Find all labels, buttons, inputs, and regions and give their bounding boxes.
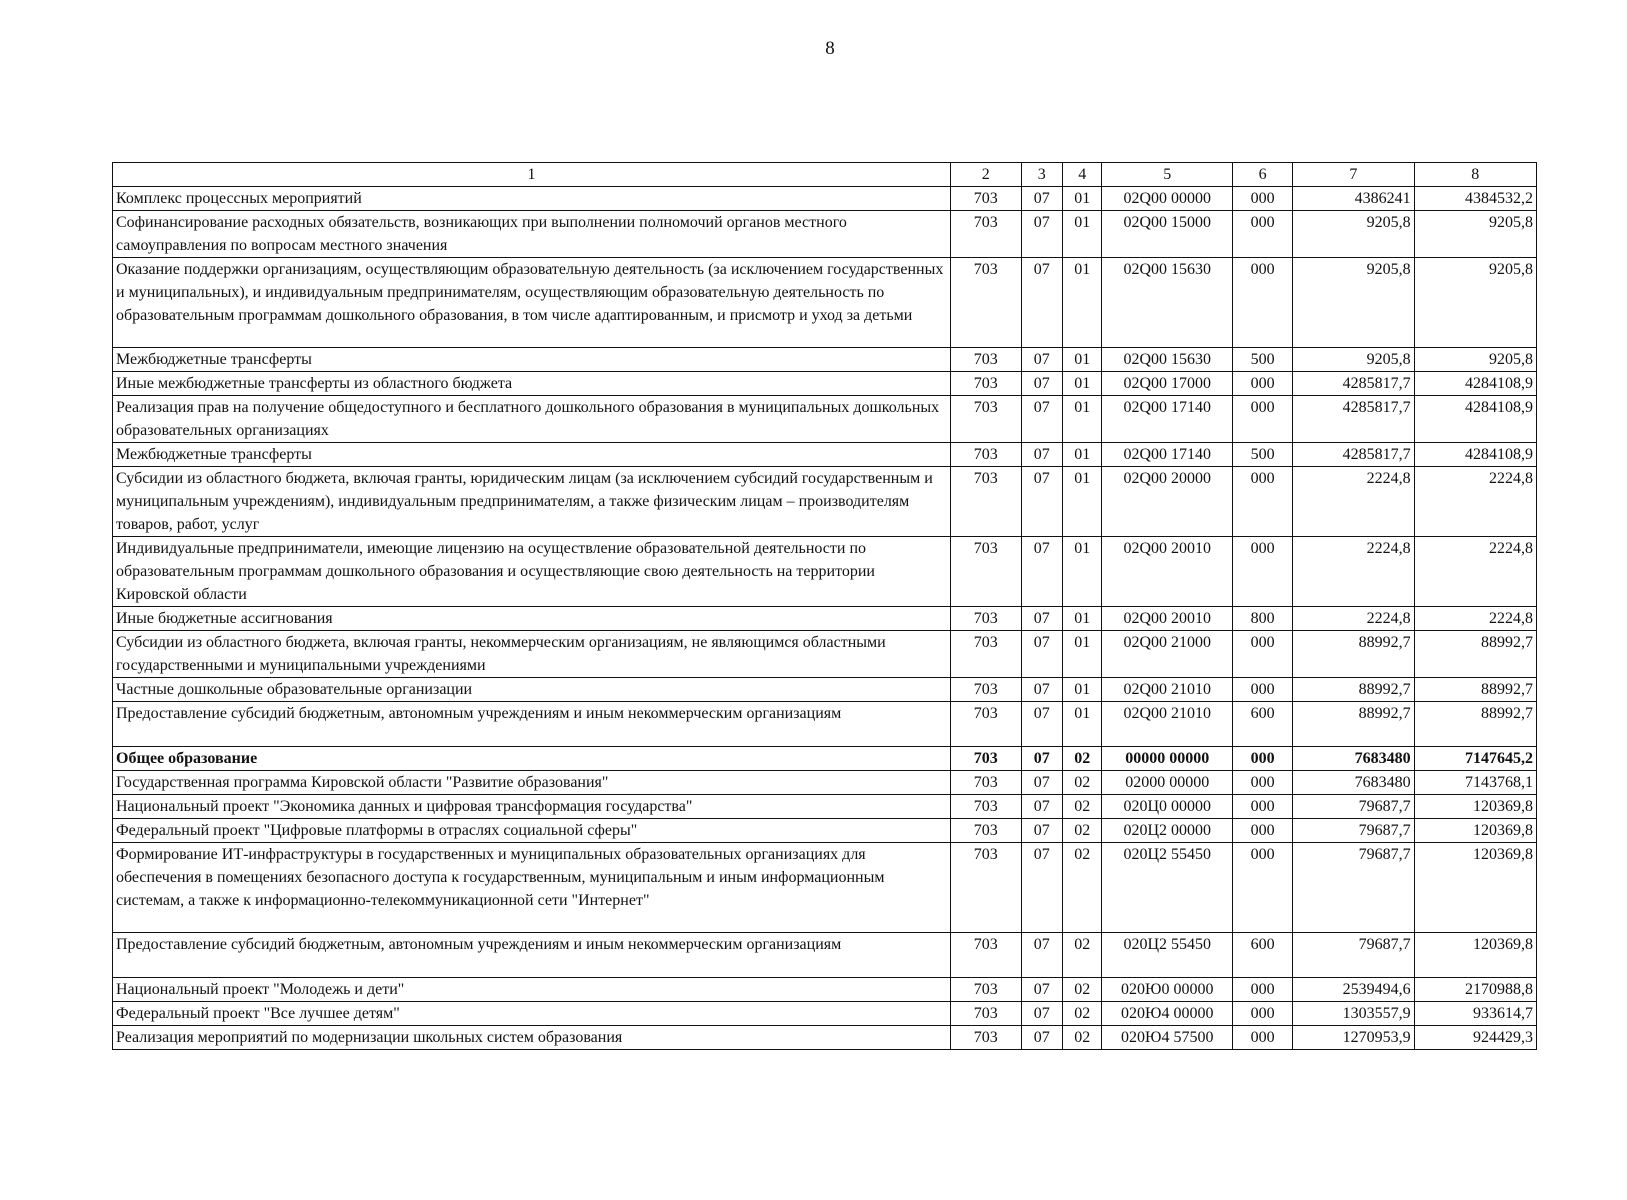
row-code-5: 02Q00 20010: [1102, 537, 1233, 607]
row-code-6: 000: [1233, 819, 1293, 843]
row-value-7: 4285817,7: [1293, 443, 1414, 467]
row-code-6: 000: [1233, 258, 1293, 348]
row-name: Реализация мероприятий по модернизации школьных систем образования: [113, 1026, 951, 1050]
table-row: [113, 933, 1537, 978]
row-value-8: 4284108,9: [1414, 396, 1536, 443]
row-name: Национальный проект "Экономика данных и цифровая трансформация государства": [113, 795, 951, 819]
page-number: 8: [825, 38, 835, 59]
table-row: [113, 396, 1537, 443]
row-code-6: 000: [1233, 372, 1293, 396]
row-code-5: 020Ц2 55450: [1102, 933, 1233, 978]
row-value-7: 4386241: [1293, 187, 1414, 211]
row-code-4: 01: [1063, 702, 1102, 747]
row-code-4: 01: [1063, 631, 1102, 678]
row-code-4: 01: [1063, 607, 1102, 631]
row-code-5: 02Q00 21010: [1102, 702, 1233, 747]
row-code-3: 07: [1021, 795, 1062, 819]
row-code-5: 02Q00 21010: [1102, 678, 1233, 702]
row-code-5: 02Q00 15000: [1102, 211, 1233, 258]
row-code-3: 07: [1021, 258, 1062, 348]
row-code-3: 07: [1021, 771, 1062, 795]
row-code-2: 703: [951, 1026, 1022, 1050]
row-value-7: 79687,7: [1293, 795, 1414, 819]
row-code-3: 07: [1021, 631, 1062, 678]
row-code-2: 703: [951, 771, 1022, 795]
row-value-8: 2224,8: [1414, 467, 1536, 537]
row-value-8: 9205,8: [1414, 258, 1536, 348]
table-row: [113, 348, 1537, 372]
row-code-2: 703: [951, 211, 1022, 258]
table-row: [113, 747, 1537, 771]
row-code-3: 07: [1021, 1002, 1062, 1026]
row-value-7: 88992,7: [1293, 631, 1414, 678]
row-value-8: 9205,8: [1414, 211, 1536, 258]
row-code-5: 020Ю4 00000: [1102, 1002, 1233, 1026]
row-code-3: 07: [1021, 702, 1062, 747]
table-row: [113, 443, 1537, 467]
row-value-8: 9205,8: [1414, 348, 1536, 372]
column-header: 3: [1021, 163, 1062, 187]
row-code-6: 000: [1233, 843, 1293, 933]
row-value-7: 79687,7: [1293, 933, 1414, 978]
row-code-2: 703: [951, 607, 1022, 631]
row-code-5: 02000 00000: [1102, 771, 1233, 795]
row-code-5: 020Ю0 00000: [1102, 978, 1233, 1002]
row-code-6: 000: [1233, 537, 1293, 607]
table-row: [113, 1002, 1537, 1026]
row-value-7: 7683480: [1293, 771, 1414, 795]
row-value-8: 2170988,8: [1414, 978, 1536, 1002]
row-code-4: 01: [1063, 443, 1102, 467]
row-name: Иные межбюджетные трансферты из областного бюджета: [113, 372, 951, 396]
row-code-6: 000: [1233, 795, 1293, 819]
row-name: Софинансирование расходных обязательств, возникающих при выполнении полномочий органов местного самоуправления по вопросам местного значения: [113, 211, 951, 258]
row-code-2: 703: [951, 747, 1022, 771]
table-row: [113, 187, 1537, 211]
row-value-8: 924429,3: [1414, 1026, 1536, 1050]
table-row: [113, 631, 1537, 678]
row-code-2: 703: [951, 631, 1022, 678]
column-header: 6: [1233, 163, 1293, 187]
row-code-6: 500: [1233, 443, 1293, 467]
row-code-2: 703: [951, 978, 1022, 1002]
row-code-3: 07: [1021, 843, 1062, 933]
row-name: Реализация прав на получение общедоступного и бесплатного дошкольного образования в муниципальных дошкольных образовательных организациях: [113, 396, 951, 443]
row-name: Предоставление субсидий бюджетным, автономным учреждениям и иным некоммерческим организациям: [113, 702, 951, 747]
row-code-4: 01: [1063, 187, 1102, 211]
row-code-6: 000: [1233, 747, 1293, 771]
row-code-5: 02Q00 17140: [1102, 443, 1233, 467]
row-code-6: 000: [1233, 678, 1293, 702]
row-value-8: 120369,8: [1414, 795, 1536, 819]
table-row: [113, 678, 1537, 702]
row-name: Комплекс процессных мероприятий: [113, 187, 951, 211]
row-name: Общее образование: [113, 747, 951, 771]
row-name: Межбюджетные трансферты: [113, 348, 951, 372]
row-code-5: 020Ц2 00000: [1102, 819, 1233, 843]
row-code-3: 07: [1021, 1026, 1062, 1050]
row-value-7: 4285817,7: [1293, 396, 1414, 443]
row-code-6: 000: [1233, 396, 1293, 443]
row-code-5: 02Q00 21000: [1102, 631, 1233, 678]
row-code-3: 07: [1021, 978, 1062, 1002]
row-code-3: 07: [1021, 443, 1062, 467]
row-code-6: 600: [1233, 702, 1293, 747]
row-code-5: 02Q00 20000: [1102, 467, 1233, 537]
row-code-5: 02Q00 17140: [1102, 396, 1233, 443]
row-value-8: 88992,7: [1414, 631, 1536, 678]
row-code-3: 07: [1021, 467, 1062, 537]
row-code-4: 01: [1063, 467, 1102, 537]
row-code-4: 02: [1063, 819, 1102, 843]
row-value-7: 79687,7: [1293, 819, 1414, 843]
column-header: 1: [113, 163, 951, 187]
row-code-3: 07: [1021, 187, 1062, 211]
row-code-6: 000: [1233, 1002, 1293, 1026]
row-value-8: 4284108,9: [1414, 372, 1536, 396]
row-code-4: 01: [1063, 537, 1102, 607]
row-value-7: 88992,7: [1293, 678, 1414, 702]
table-row: [113, 843, 1537, 933]
row-code-3: 07: [1021, 747, 1062, 771]
row-code-5: 020Ю4 57500: [1102, 1026, 1233, 1050]
row-name: Субсидии из областного бюджета, включая гранты, юридическим лицам (за исключением субсидий государственным и муниципальным учреждениям), индивидуальным предпринимателям, а также физическим лицам – производителям товаров, работ, услуг: [113, 467, 951, 537]
row-code-6: 600: [1233, 933, 1293, 978]
row-value-8: 120369,8: [1414, 933, 1536, 978]
row-name: Государственная программа Кировской области "Развитие образования": [113, 771, 951, 795]
row-code-6: 800: [1233, 607, 1293, 631]
row-name: Субсидии из областного бюджета, включая гранты, некоммерческим организациям, не являющимся областными государственными и муниципальными учреждениями: [113, 631, 951, 678]
row-code-2: 703: [951, 678, 1022, 702]
row-code-4: 02: [1063, 771, 1102, 795]
row-code-2: 703: [951, 843, 1022, 933]
row-value-8: 2224,8: [1414, 607, 1536, 631]
row-name: Иные бюджетные ассигнования: [113, 607, 951, 631]
row-code-3: 07: [1021, 372, 1062, 396]
row-value-7: 4285817,7: [1293, 372, 1414, 396]
row-code-4: 02: [1063, 1026, 1102, 1050]
row-code-6: 000: [1233, 467, 1293, 537]
row-value-8: 120369,8: [1414, 843, 1536, 933]
row-name: Предоставление субсидий бюджетным, автономным учреждениям и иным некоммерческим организациям: [113, 933, 951, 978]
row-value-7: 9205,8: [1293, 348, 1414, 372]
row-code-6: 000: [1233, 187, 1293, 211]
row-code-4: 02: [1063, 795, 1102, 819]
column-header: 7: [1293, 163, 1414, 187]
row-code-4: 01: [1063, 678, 1102, 702]
table-body: [113, 187, 1537, 1050]
row-value-8: 7143768,1: [1414, 771, 1536, 795]
row-code-3: 07: [1021, 396, 1062, 443]
row-code-5: 02Q00 00000: [1102, 187, 1233, 211]
row-code-4: 02: [1063, 933, 1102, 978]
row-code-3: 07: [1021, 537, 1062, 607]
row-code-3: 07: [1021, 819, 1062, 843]
row-code-4: 01: [1063, 348, 1102, 372]
row-value-8: 4284108,9: [1414, 443, 1536, 467]
budget-table: [112, 162, 1537, 1050]
row-value-7: 79687,7: [1293, 843, 1414, 933]
row-code-6: 500: [1233, 348, 1293, 372]
row-value-8: 88992,7: [1414, 678, 1536, 702]
row-value-8: 88992,7: [1414, 702, 1536, 747]
row-name: Федеральный проект "Цифровые платформы в отраслях социальной сферы": [113, 819, 951, 843]
row-name: Оказание поддержки организациям, осуществляющим образовательную деятельность (за исключением государственных и муниципальных), и индивидуальным предпринимателям, осуществляющим образовательную деятельность по образовательным программам дошкольного образования, в том числе адаптированным, и присмотр и уход за детьми: [113, 258, 951, 348]
row-value-7: 2224,8: [1293, 607, 1414, 631]
row-code-6: 000: [1233, 978, 1293, 1002]
row-value-7: 2224,8: [1293, 537, 1414, 607]
row-code-2: 703: [951, 702, 1022, 747]
row-code-4: 02: [1063, 1002, 1102, 1026]
row-code-5: 02Q00 20010: [1102, 607, 1233, 631]
row-value-7: 2539494,6: [1293, 978, 1414, 1002]
row-code-4: 01: [1063, 211, 1102, 258]
table-row: [113, 467, 1537, 537]
table-header-row: [113, 163, 1537, 187]
table-row: [113, 1026, 1537, 1050]
table-row: [113, 702, 1537, 747]
table-row: [113, 372, 1537, 396]
column-header: 4: [1063, 163, 1102, 187]
row-code-6: 000: [1233, 771, 1293, 795]
row-code-4: 02: [1063, 747, 1102, 771]
row-value-8: 7147645,2: [1414, 747, 1536, 771]
row-value-7: 88992,7: [1293, 702, 1414, 747]
row-value-8: 4384532,2: [1414, 187, 1536, 211]
row-code-2: 703: [951, 933, 1022, 978]
row-code-3: 07: [1021, 211, 1062, 258]
row-code-2: 703: [951, 258, 1022, 348]
table-row: [113, 795, 1537, 819]
row-code-3: 07: [1021, 678, 1062, 702]
row-value-7: 9205,8: [1293, 258, 1414, 348]
row-code-6: 000: [1233, 211, 1293, 258]
table-row: [113, 211, 1537, 258]
row-code-5: 020Ц0 00000: [1102, 795, 1233, 819]
row-value-8: 120369,8: [1414, 819, 1536, 843]
row-name: Федеральный проект "Все лучшее детям": [113, 1002, 951, 1026]
row-value-8: 2224,8: [1414, 537, 1536, 607]
table-row: [113, 771, 1537, 795]
row-code-2: 703: [951, 795, 1022, 819]
row-code-4: 01: [1063, 396, 1102, 443]
table-row: [113, 258, 1537, 348]
row-code-3: 07: [1021, 933, 1062, 978]
row-code-3: 07: [1021, 348, 1062, 372]
column-header: 5: [1102, 163, 1233, 187]
row-code-2: 703: [951, 443, 1022, 467]
row-code-5: 020Ц2 55450: [1102, 843, 1233, 933]
row-value-7: 7683480: [1293, 747, 1414, 771]
table-row: [113, 978, 1537, 1002]
table-row: [113, 607, 1537, 631]
row-name: Межбюджетные трансферты: [113, 443, 951, 467]
row-code-2: 703: [951, 396, 1022, 443]
row-name: Формирование ИТ-инфраструктуры в государственных и муниципальных образовательных организациях для обеспечения в помещениях безопасного доступа к государственным, муниципальным и иным информационным системам, а также к информационно-телекоммуникационной сети "Интернет": [113, 843, 951, 933]
row-code-2: 703: [951, 819, 1022, 843]
row-value-7: 2224,8: [1293, 467, 1414, 537]
row-code-6: 000: [1233, 1026, 1293, 1050]
row-value-7: 1270953,9: [1293, 1026, 1414, 1050]
row-code-2: 703: [951, 348, 1022, 372]
table-row: [113, 819, 1537, 843]
row-code-5: 00000 00000: [1102, 747, 1233, 771]
row-code-5: 02Q00 15630: [1102, 258, 1233, 348]
column-header: 2: [951, 163, 1022, 187]
row-value-7: 9205,8: [1293, 211, 1414, 258]
row-code-3: 07: [1021, 607, 1062, 631]
row-code-4: 01: [1063, 372, 1102, 396]
row-name: Частные дошкольные образовательные организации: [113, 678, 951, 702]
row-name: Индивидуальные предприниматели, имеющие лицензию на осуществление образовательной деятельности по образовательным программам дошкольного образования и осуществляющие свою деятельность на территории Кировской области: [113, 537, 951, 607]
row-code-2: 703: [951, 372, 1022, 396]
row-code-2: 703: [951, 537, 1022, 607]
row-code-5: 02Q00 15630: [1102, 348, 1233, 372]
column-header: 8: [1414, 163, 1536, 187]
row-code-2: 703: [951, 1002, 1022, 1026]
row-name: Национальный проект "Молодежь и дети": [113, 978, 951, 1002]
table-row: [113, 537, 1537, 607]
row-code-2: 703: [951, 187, 1022, 211]
row-code-4: 02: [1063, 843, 1102, 933]
row-code-2: 703: [951, 467, 1022, 537]
row-code-4: 01: [1063, 258, 1102, 348]
row-code-5: 02Q00 17000: [1102, 372, 1233, 396]
row-code-4: 02: [1063, 978, 1102, 1002]
row-value-8: 933614,7: [1414, 1002, 1536, 1026]
row-code-6: 000: [1233, 631, 1293, 678]
row-value-7: 1303557,9: [1293, 1002, 1414, 1026]
